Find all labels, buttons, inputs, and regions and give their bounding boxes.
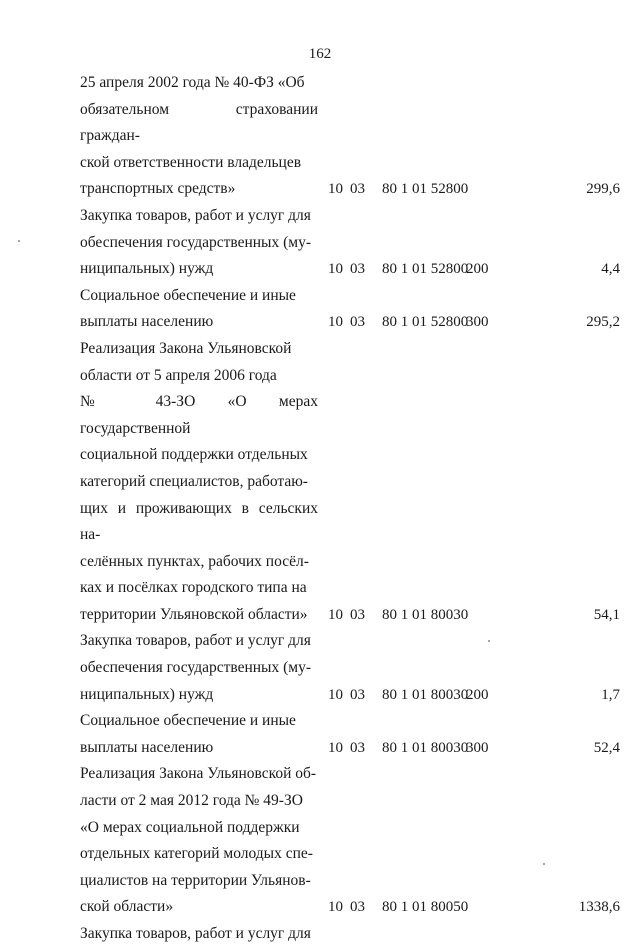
subsection-code: 03 [350, 686, 365, 703]
target-article-code: 80 1 01 52800 [382, 314, 469, 331]
row-description [80, 708, 318, 761]
description-line: отдельных категорий молодых спе- [80, 845, 313, 863]
description-line: обеспечения государственных (му- [80, 233, 311, 251]
section-code: 10 [328, 739, 343, 756]
row-description [80, 203, 318, 283]
classification-code [328, 309, 496, 336]
amount: 52,4 [593, 739, 620, 756]
description-line: ниципальных) нужд [80, 685, 214, 703]
scan-speck [18, 240, 20, 242]
table-row [80, 761, 620, 921]
expense-type-code [466, 894, 496, 921]
description-line: выплаты населению [80, 738, 214, 756]
target-article-code: 80 1 01 80030 [382, 739, 469, 756]
description-line: селённых пунктах, рабочих посёл- [80, 552, 309, 570]
description-line: области от 5 апреля 2006 года [80, 366, 277, 384]
description-line: обязательном страховании граждан- [80, 100, 318, 145]
section-code: 10 [328, 686, 343, 703]
description-line: № 43-ЗО «О мерах государственной [80, 393, 318, 437]
expense-type-code [466, 176, 496, 203]
expense-type-code: 300 [466, 739, 489, 756]
subsection-code: 03 [350, 899, 365, 916]
description-line: ласти от 2 мая 2012 года № 49-ЗО [80, 792, 303, 810]
scan-speck [488, 640, 490, 642]
description-line: категорий специалистов, работаю- [80, 472, 308, 490]
subsection-code: 03 [350, 261, 365, 278]
description-line: ках и посёлках городского типа на [80, 579, 307, 597]
expense-type-code: 200 [466, 686, 489, 703]
classification-code [328, 735, 496, 762]
expense-type-code [466, 602, 496, 629]
subsection-code: 03 [350, 739, 365, 756]
amount: 299,6 [586, 181, 620, 198]
description-line: выплаты населению [80, 313, 214, 331]
description-line: социальной поддержки отдельных [80, 446, 308, 464]
expense-type-code: 300 [466, 314, 489, 331]
classification-code [328, 894, 496, 921]
row-description [80, 336, 318, 629]
table-row [80, 283, 620, 336]
description-line: Реализация Закона Ульяновской [80, 339, 292, 357]
description-line: ниципальных) нужд [80, 260, 214, 278]
description-line: 25 апреля 2002 года № 40-ФЗ «Об [80, 74, 305, 91]
row-description [80, 921, 318, 948]
row-description [80, 283, 318, 336]
table-row [80, 336, 620, 629]
target-article-code: 80 1 01 52800 [382, 261, 469, 278]
description-line: ской ответственности владельцев [80, 153, 302, 171]
table-row [80, 203, 620, 283]
expense-type-code: 200 [466, 261, 489, 278]
description-line: Социальное обеспечение и иные [80, 712, 296, 730]
description-line: циалистов на территории Ульянов- [80, 871, 311, 889]
budget-table [80, 70, 620, 948]
classification-code [328, 176, 496, 203]
row-description [80, 761, 318, 921]
section-code: 10 [328, 314, 343, 331]
table-row [80, 628, 620, 708]
target-article-code: 80 1 01 80030 [382, 686, 469, 703]
classification-code [328, 602, 496, 629]
description-line: территории Ульяновской области» [80, 605, 308, 623]
target-article-code: 80 1 01 80050 [382, 899, 469, 916]
description-line: Закупка товаров, работ и услуг для [80, 925, 311, 942]
page-number: 162 [308, 46, 332, 62]
row-description [80, 70, 318, 203]
description-line: транспортных средств» [80, 180, 236, 198]
classification-code [328, 682, 496, 709]
row-description [80, 628, 318, 708]
section-code: 10 [328, 181, 343, 198]
amount: 4,4 [601, 261, 620, 278]
description-line: Закупка товаров, работ и услуг для [80, 632, 311, 650]
table-row [80, 70, 620, 203]
table-row [80, 708, 620, 761]
section-code: 10 [328, 606, 343, 623]
description-line: ской области» [80, 898, 174, 916]
subsection-code: 03 [350, 181, 365, 198]
classification-code [328, 256, 496, 283]
amount: 54,1 [593, 606, 620, 623]
description-line: щих и проживающих в сельских на- [80, 499, 318, 544]
table-row [80, 921, 620, 948]
subsection-code: 03 [350, 606, 365, 623]
target-article-code: 80 1 01 52800 [382, 181, 469, 198]
amount: 1338,6 [578, 899, 620, 916]
section-code: 10 [328, 899, 343, 916]
description-line: «О мерах социальной поддержки [80, 818, 300, 836]
description-line: Социальное обеспечение и иные [80, 286, 296, 304]
amount: 295,2 [586, 314, 620, 331]
description-line: обеспечения государственных (му- [80, 659, 311, 677]
subsection-code: 03 [350, 314, 365, 331]
description-line: Закупка товаров, работ и услуг для [80, 206, 311, 224]
scan-speck [543, 863, 545, 865]
target-article-code: 80 1 01 80030 [382, 606, 469, 623]
amount: 1,7 [601, 686, 620, 703]
section-code: 10 [328, 261, 343, 278]
description-line: Реализация Закона Ульяновской об- [80, 765, 317, 783]
